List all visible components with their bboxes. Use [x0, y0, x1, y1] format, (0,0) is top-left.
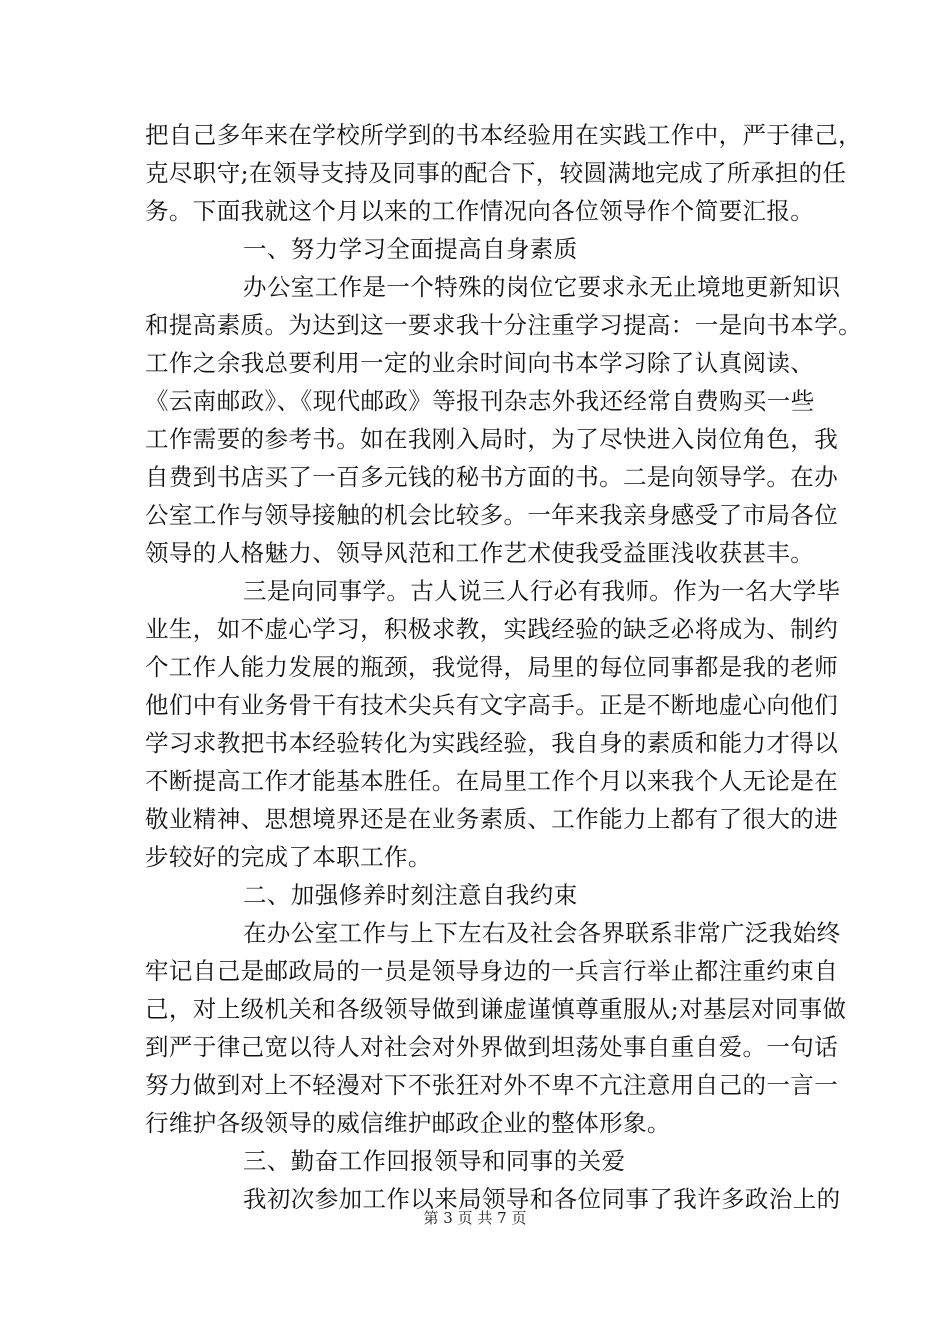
- body-line: 把自己多年来在学校所学到的书本经验用在实践工作中，严于律己，: [145, 121, 862, 149]
- body-line: 不断提高工作才能基本胜任。在局里工作个月以来我个人无论是在: [145, 767, 839, 795]
- section-heading-1: 一、努力学习全面提高自身素质: [243, 235, 578, 263]
- page-number-footer: 第 3 页 共 7 页: [423, 1209, 527, 1227]
- body-line: 领导的人格魅力、领导风范和工作艺术使我受益匪浅收获甚丰。: [145, 539, 815, 567]
- body-line: 努力做到对上不轻漫对下不张狂对外不卑不亢注意用自己的一言一: [145, 1071, 839, 1099]
- body-line: 学习求教把书本经验转化为实践经验，我自身的素质和能力才得以: [145, 729, 839, 757]
- body-line: 敬业精神、思想境界还是在业务素质、工作能力上都有了很大的进: [145, 805, 839, 833]
- body-line: 公室工作与领导接触的机会比较多。一年来我亲身感受了市局各位: [145, 501, 839, 529]
- paragraph-first-line: 办公室工作是一个特殊的岗位它要求永无止境地更新知识: [243, 273, 841, 301]
- section-heading-3: 三、勤奋工作回报领导和同事的关爱: [243, 1147, 626, 1175]
- body-line: 己，对上级机关和各级领导做到谦虚谨慎尊重服从;对基层对同事做: [145, 995, 847, 1023]
- section-heading-2: 二、加强修养时刻注意自我约束: [243, 881, 578, 909]
- paragraph-first-line: 三是向同事学。古人说三人行必有我师。作为一名大学毕: [243, 577, 841, 605]
- body-line: 务。下面我就这个月以来的工作情况向各位领导作个简要汇报。: [145, 197, 815, 225]
- paragraph-first-line: 在办公室工作与上下左右及社会各界联系非常广泛我始终: [243, 919, 841, 947]
- body-line: 步较好的完成了本职工作。: [145, 843, 432, 871]
- body-line: 和提高素质。为达到这一要求我十分注重学习提高：一是向书本学。: [145, 311, 862, 339]
- body-line: 克尽职守;在领导支持及同事的配合下，较圆满地完成了所承担的任: [145, 159, 847, 187]
- body-line: 到严于律己宽以待人对社会对外界做到坦荡处事自重自爱。一句话: [145, 1033, 839, 1061]
- body-line: 他们中有业务骨干有技术尖兵有文字高手。正是不断地虚心向他们: [145, 691, 839, 719]
- body-line: 工作之余我总要利用一定的业余时间向书本学习除了认真阅读、: [145, 349, 815, 377]
- paragraph-first-line: 我初次参加工作以来局领导和各位同事了我许多政治上的: [243, 1185, 841, 1213]
- body-line: 行维护各级领导的威信维护邮政企业的整体形象。: [145, 1109, 671, 1137]
- body-line: 个工作人能力发展的瓶颈，我觉得，局里的每位同事都是我的老师: [145, 653, 839, 681]
- body-line: 《云南邮政》、《现代邮政》等报刊杂志外我还经常自费购买一些: [145, 387, 815, 415]
- body-line: 工作需要的参考书。如在我刚入局时，为了尽快进入岗位角色，我: [145, 425, 839, 453]
- body-line: 自费到书店买了一百多元钱的秘书方面的书。二是向领导学。在办: [145, 463, 839, 491]
- body-line: 牢记自己是邮政局的一员是领导身边的一兵言行举止都注重约束自: [145, 957, 839, 985]
- body-line: 业生，如不虚心学习，积极求教，实践经验的缺乏必将成为、制约: [145, 615, 839, 643]
